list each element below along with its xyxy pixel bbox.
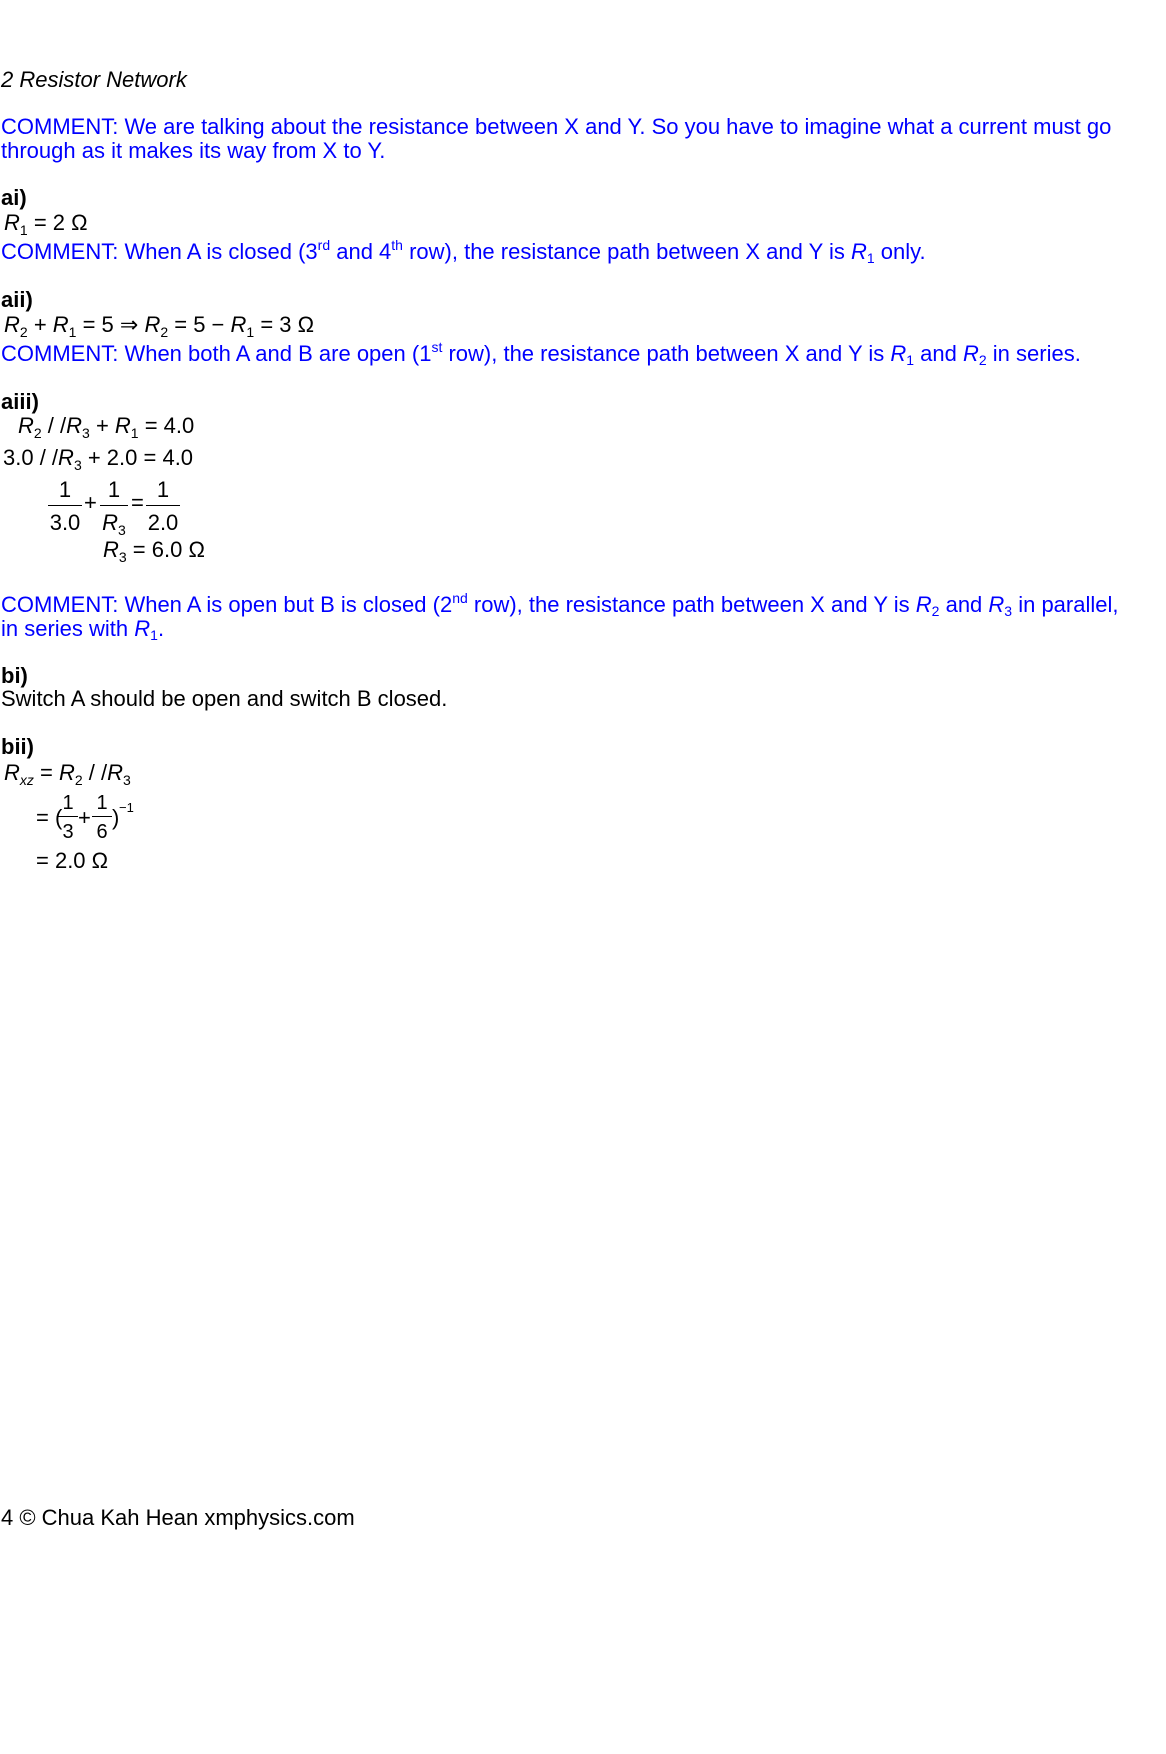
denominator: $R_3$ [102, 510, 126, 538]
fraction-1-over-6 [92, 792, 112, 843]
bii-result: = 2.0 Ω [36, 848, 109, 873]
operator: 3.0 / / [3, 445, 59, 470]
part-aii-label: aii) [1, 287, 33, 312]
exponent: −1 [119, 800, 134, 815]
subscript: 1 [19, 222, 28, 238]
plus-sign: + [78, 805, 91, 830]
fraction-bar [146, 505, 180, 506]
part-ai-label: ai) [1, 185, 27, 210]
fraction-1-over-3 [48, 477, 82, 536]
ordinal-sup: nd [452, 590, 468, 606]
aiii-equation-line2: $3.0 / /R_3 + 2.0 = 4.0$ [3, 445, 194, 473]
intro-comment-line2: through as it makes its way from X to Y. [1, 138, 386, 163]
comment-text: row), the resistance path between X and Y is [402, 239, 851, 264]
operator: + [33, 312, 53, 337]
numerator: 1 [96, 792, 108, 814]
page-footer: 4 © Chua Kah Hean xmphysics.com [1, 1505, 355, 1530]
equation-rhs: = 6.0 Ω [126, 537, 205, 562]
part-aii-equation: $R_2 + R_1 = 5$ ⇒ $R_2 = 5 - R_1 = 3$ Ω [4, 312, 315, 340]
operator: = 5 − [168, 312, 231, 337]
fraction-bar [58, 816, 78, 817]
ordinal-sup: st [431, 339, 443, 355]
ordinal-sup: rd [317, 237, 331, 253]
denominator: 6 [96, 821, 108, 843]
comment-text: row), the resistance path between X and Y is [442, 341, 891, 366]
numerator: 1 [156, 477, 170, 502]
part-bi-answer: Switch A should be open and switch B closed. [1, 686, 448, 711]
equation-rhs: = 2 Ω [33, 210, 88, 235]
comment-text: and [914, 341, 963, 366]
subscript: 1 [866, 250, 875, 266]
operator: = 5 ⇒ [76, 312, 145, 337]
bii-eq2-prefix: = ( [36, 805, 63, 830]
comment-text: in parallel, [1012, 592, 1119, 617]
part-ai-equation [4, 210, 88, 236]
comment-text: in series. [986, 341, 1081, 366]
comment-text: COMMENT: When A is open but B is closed (2 [1, 592, 453, 617]
fraction-bar [48, 505, 82, 506]
comment-text: COMMENT: When A is closed (3 [1, 239, 318, 264]
plus-sign: + [84, 490, 97, 515]
r-symbol: R [850, 239, 867, 264]
comment-text: and [939, 592, 989, 617]
part-aiii-label: aiii) [1, 389, 39, 414]
comment-text: row), the resistance path between X and Y is [467, 592, 916, 617]
operator: / / [82, 760, 108, 785]
denominator: 2.0 [147, 510, 179, 535]
denominator: 3.0 [49, 510, 81, 535]
denominator: 3 [62, 821, 74, 843]
part-ai-comment [1, 239, 926, 265]
equation-rhs: = 4.0 [138, 413, 195, 438]
section-heading: 2 Resistor Network [1, 67, 187, 92]
comment-text: and 4 [330, 239, 392, 264]
equation-rhs: = 3 Ω [254, 312, 315, 337]
comment-text: . [157, 616, 165, 641]
fraction-1-over-2 [146, 477, 180, 536]
numerator: 1 [62, 792, 74, 814]
numerator: 1 [58, 477, 72, 502]
numerator: 1 [107, 477, 121, 502]
aiii-result: $R_3 = 6.0$ Ω [103, 537, 205, 565]
fraction-1-over-r3 [100, 477, 128, 536]
aiii-equation-line1: $R_2 / /R_3 + R_1 = 4.0$ [18, 413, 195, 441]
r-symbol: R [4, 210, 20, 235]
part-aiii-comment-line2: in series with $R_1$. [1, 616, 165, 643]
part-bi-label: bi) [1, 663, 28, 688]
fraction-bar [92, 816, 112, 817]
intro-comment-line1: COMMENT: We are talking about the resistance between X and Y. So you have to imagine what a current must go [1, 114, 1112, 139]
equation-rhs: + 2.0 = 4.0 [81, 445, 194, 470]
comment-text: only. [874, 239, 926, 264]
bii-equation-line1: $R_{xz} = R_2 / /R_3$ [4, 760, 131, 788]
comment-text: COMMENT: When both A and B are open (1 [1, 341, 432, 366]
fraction-1-over-3 [58, 792, 78, 843]
fraction-bar [100, 505, 128, 506]
operator: = [33, 760, 59, 785]
operator: / / [41, 413, 67, 438]
bii-eq2-suffix: ) [112, 805, 120, 830]
part-aii-comment: COMMENT: When both A and B are open (1st row), the resistance path between X and Y is $R_1$ and $R_2$ in series. [1, 339, 1081, 368]
subscript: xz [19, 772, 34, 788]
ordinal-sup: th [391, 237, 403, 253]
equals-sign: = [131, 490, 144, 515]
comment-text: in series with [1, 616, 135, 641]
part-aiii-comment-line1: COMMENT: When A is open but B is closed (2nd row), the resistance path between X and Y is $R_2$ and $R_3$ in parallel, [1, 590, 1119, 619]
part-bii-label: bii) [1, 734, 34, 759]
operator: + [89, 413, 115, 438]
